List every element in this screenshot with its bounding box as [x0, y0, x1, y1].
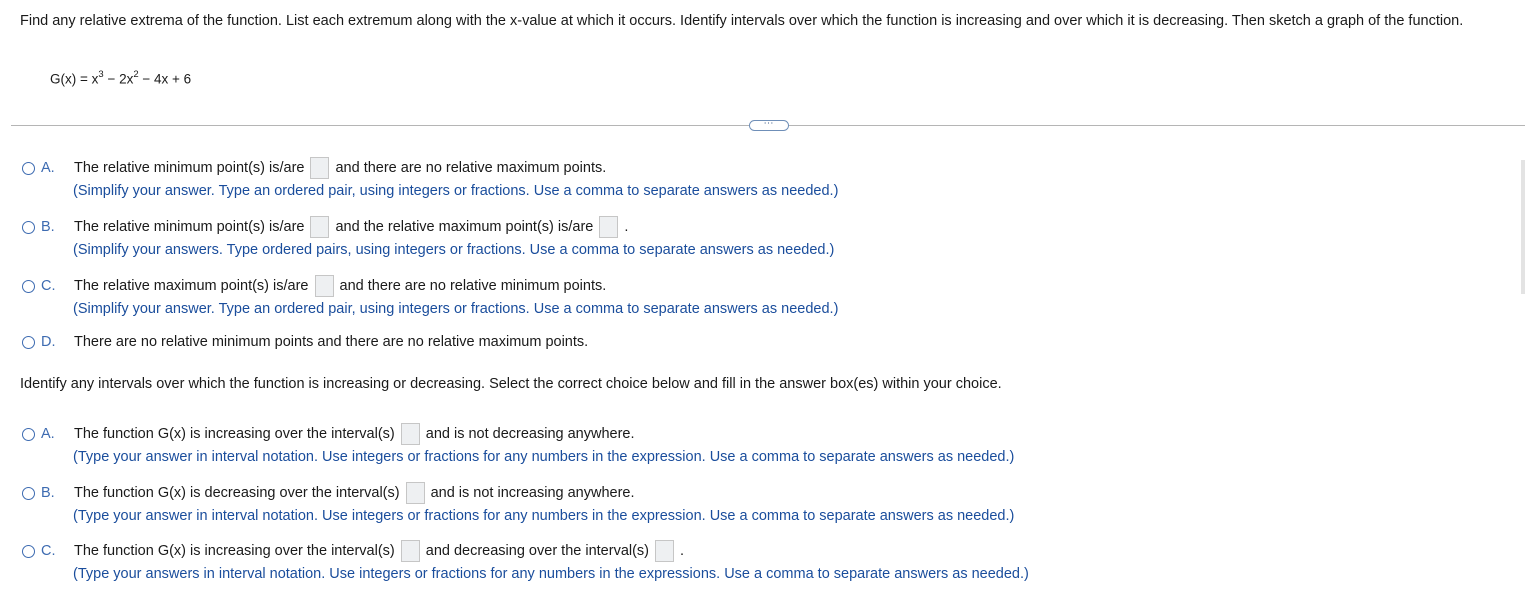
option-1c[interactable] [22, 274, 606, 298]
option-letter: C. [41, 278, 56, 294]
question-text: Find any relative extrema of the function. List each extremum along with the x-value at which it occurs. Identify intervals over which the function is increasing and over which it is decreasing. Then sketch a graph of the function. [20, 13, 1464, 29]
hint-text: (Simplify your answer. Type an ordered pair, using integers or fractions. Use a comma to separate answers as needed.) [73, 183, 839, 199]
option-text: and is not decreasing anywhere. [425, 426, 635, 442]
answer-box[interactable] [401, 540, 420, 562]
answer-box[interactable] [310, 157, 329, 179]
option-1d[interactable] [22, 330, 588, 354]
option-letter: C. [41, 543, 56, 559]
radio-icon[interactable] [22, 487, 35, 500]
option-text: The relative minimum point(s) is/are [74, 219, 305, 235]
radio-icon[interactable] [22, 336, 35, 349]
option-text: The relative minimum point(s) is/are [74, 160, 305, 176]
answer-box[interactable] [599, 216, 618, 238]
radio-icon[interactable] [22, 280, 35, 293]
answer-box[interactable] [310, 216, 329, 238]
option-text: and there are no relative minimum points. [339, 278, 607, 294]
exponent-3: 3 [98, 69, 104, 80]
option-letter: D. [41, 334, 56, 350]
option-1b[interactable] [22, 215, 628, 239]
option-1a[interactable] [22, 156, 606, 180]
option-letter: B. [41, 219, 55, 235]
option-text: . [680, 543, 685, 559]
answer-box[interactable] [315, 275, 334, 297]
answer-box[interactable] [401, 423, 420, 445]
part2-prompt: Identify any intervals over which the function is increasing or decreasing. Select the correct choice below and fill in the answer box(es) within your choice. [20, 376, 1002, 392]
option-text: and there are no relative maximum points. [335, 160, 607, 176]
option-text: The relative maximum point(s) is/are [74, 278, 309, 294]
function-base: G(x) = x [50, 71, 99, 87]
option-2b[interactable] [22, 481, 635, 505]
answer-box[interactable] [655, 540, 674, 562]
hint-text: (Type your answer in interval notation. Use integers or fractions for any numbers in the expression. Use a comma to separate answers as needed.) [73, 449, 1015, 465]
option-text: The function G(x) is decreasing over the interval(s) [74, 485, 400, 501]
hint-text: (Simplify your answer. Type an ordered pair, using integers or fractions. Use a comma to separate answers as needed.) [73, 301, 839, 317]
exponent-2: 2 [133, 69, 139, 80]
radio-icon[interactable] [22, 545, 35, 558]
option-text: . [624, 219, 629, 235]
option-text: There are no relative minimum points and there are no relative maximum points. [74, 334, 589, 350]
hint-text: (Type your answer in interval notation. Use integers or fractions for any numbers in the expression. Use a comma to separate answers as needed.) [73, 508, 1015, 524]
option-letter: A. [41, 426, 55, 442]
option-text: and is not increasing anywhere. [430, 485, 635, 501]
scrollbar-edge[interactable] [1521, 160, 1525, 294]
option-letter: B. [41, 485, 55, 501]
option-letter: A. [41, 160, 55, 176]
radio-icon[interactable] [22, 428, 35, 441]
answer-box[interactable] [406, 482, 425, 504]
option-text: and the relative maximum point(s) is/are [335, 219, 594, 235]
function-expression [50, 70, 191, 87]
option-text: and decreasing over the interval(s) [425, 543, 650, 559]
option-2a[interactable] [22, 422, 635, 446]
hint-text: (Simplify your answers. Type ordered pairs, using integers or fractions. Use a comma to separate answers as needed.) [73, 242, 835, 258]
more-button[interactable]: ⋯ [749, 120, 789, 131]
function-suffix: − 4x + 6 [138, 71, 192, 87]
option-text: The function G(x) is increasing over the interval(s) [74, 543, 395, 559]
radio-icon[interactable] [22, 221, 35, 234]
option-2c[interactable] [22, 539, 684, 563]
hint-text: (Type your answers in interval notation. Use integers or fractions for any numbers in the expressions. Use a comma to separate answers as needed.) [73, 566, 1029, 582]
radio-icon[interactable] [22, 162, 35, 175]
option-text: The function G(x) is increasing over the interval(s) [74, 426, 395, 442]
function-middle: − 2x [103, 71, 134, 87]
